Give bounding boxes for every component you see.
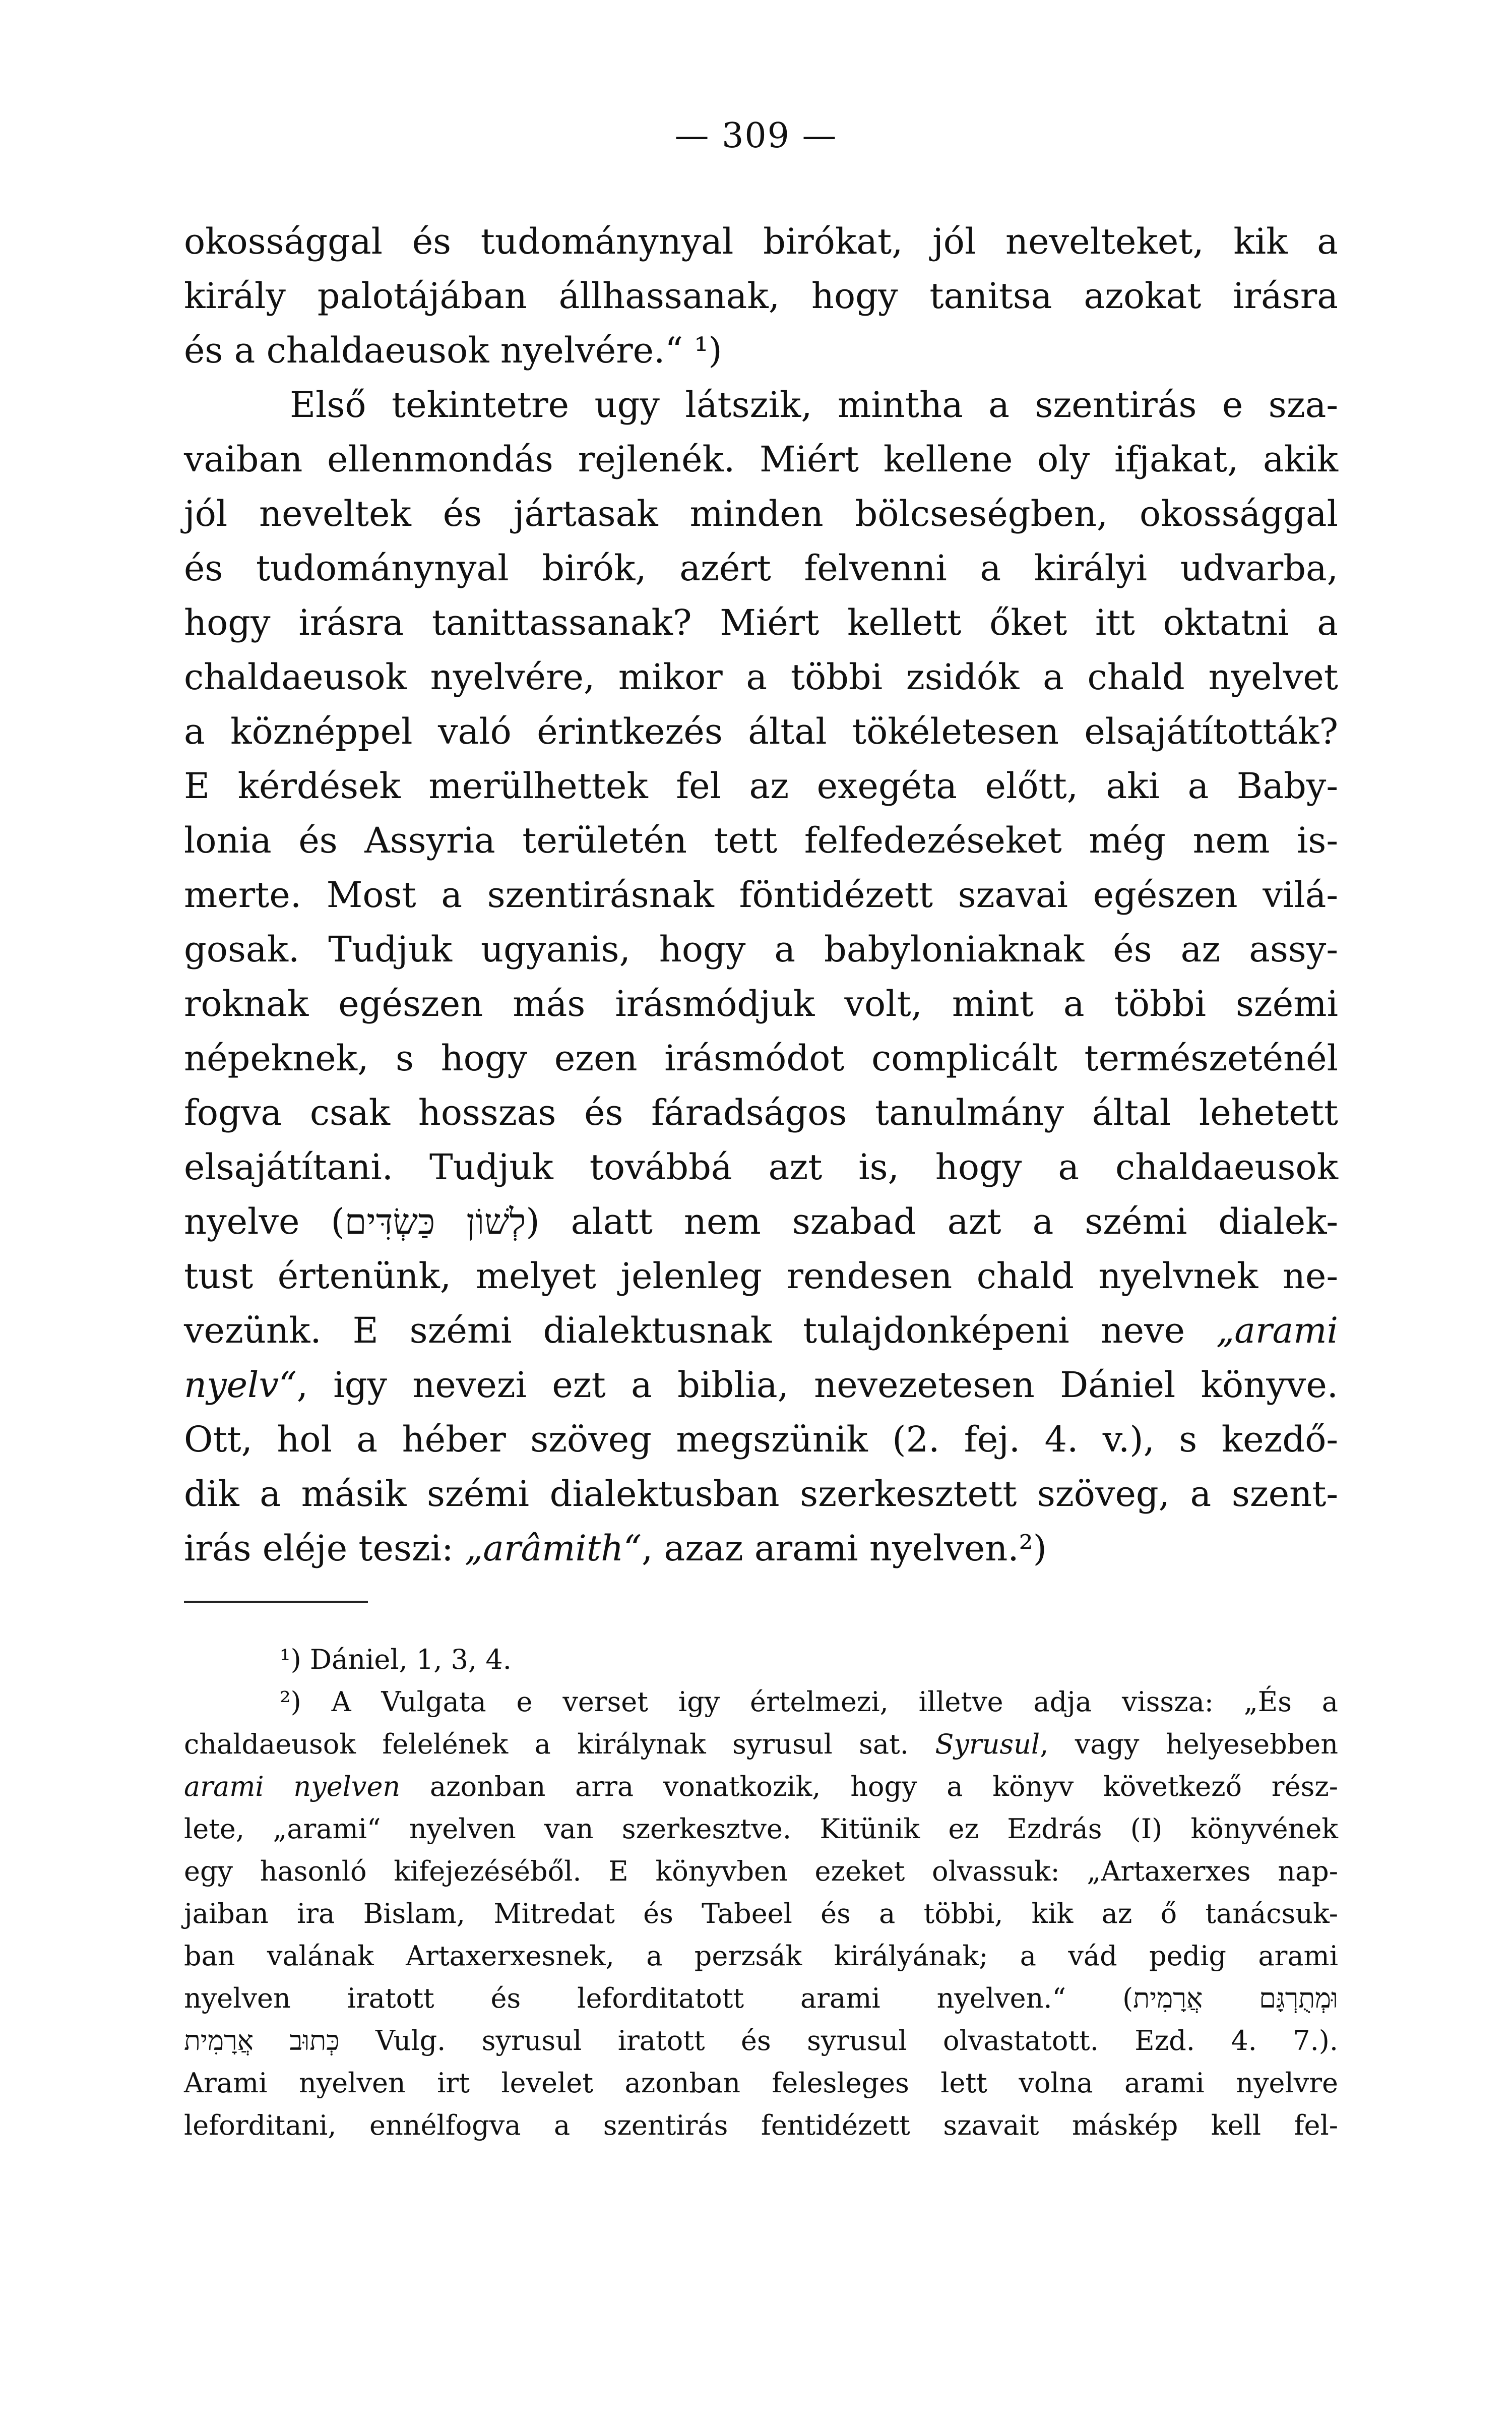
text-line: tust értenünk, melyet jelenleg rendesen chald nyelvnek ne- — [184, 1255, 1338, 1297]
footnote-2-line-hebrew — [184, 2020, 1338, 2062]
text-line: okossággal és tudománynyal birókat, jól nevelteket, kik a — [184, 221, 1338, 262]
footnote-2-line: ²) A Vulgata e verset igy értelmezi, illetve adja vissza: „És a — [280, 1686, 1338, 1718]
text-line: Ott, hol a héber szöveg megszünik (2. fej. 4. v.), s kezdő- — [184, 1419, 1338, 1460]
text-line: hogy irásra tanittassanak? Miért kellett őket itt oktatni a — [184, 602, 1338, 643]
text-line: jól neveltek és jártasak minden bölcseségben, okossággal — [184, 493, 1338, 534]
hebrew-phrase: כְּתוּב אֲרָמִית — [184, 2025, 340, 2056]
paragraph-start-line: Első tekintetre ugy látszik, mintha a szentirás e sza- — [290, 384, 1338, 426]
italic-term: „arâmith“ — [464, 1528, 642, 1569]
italic-term: arami nyelven — [184, 1771, 401, 1802]
text-fragment: ) alatt nem szabad azt a szémi dialek- — [526, 1201, 1338, 1242]
italic-term: „arami — [1216, 1310, 1338, 1351]
text-fragment: azonban arra vonatkozik, hogy a könyv következő rész- — [429, 1771, 1338, 1802]
main-text — [184, 214, 1338, 1576]
footnote-2-line: lete, „arami“ nyelven van szerkesztve. Kitünik ez Ezdrás (I) könyvének — [184, 1813, 1338, 1845]
hebrew-phrase: וּמְתֻרְגָּם אֲרָמִית — [1133, 1982, 1338, 2014]
text-line: dik a másik szémi dialektusban szerkesztett szöveg, a szent- — [184, 1473, 1338, 1515]
text-line: lonia és Assyria területén tett felfedezéseket még nem is- — [184, 820, 1338, 861]
text-line: fogva csak hosszas és fáradságos tanulmány által lehetett — [184, 1092, 1338, 1133]
footnote-2-line: Arami nyelven irt levelet azonban felesleges lett volna arami nyelvre — [184, 2067, 1338, 2099]
text-fragment: irás eléje teszi: — [184, 1528, 454, 1569]
text-line: király palotájában állhassanak, hogy tanitsa azokat irásra — [184, 275, 1338, 317]
footnotes — [184, 1639, 1338, 2147]
text-fragment: , igy nevezi ezt a biblia, nevezetesen Dániel könyve. — [296, 1364, 1338, 1406]
text-line — [184, 1358, 1338, 1412]
text-line: roknak egészen más irásmódjuk volt, mint a többi szémi — [184, 983, 1338, 1024]
italic-term: Syrusul — [935, 1728, 1040, 1760]
footnote-1: ¹) Dániel, 1, 3, 4. — [280, 1644, 512, 1675]
text-line: és a chaldaeusok nyelvére.“ ¹) — [184, 330, 722, 371]
footnote-divider — [184, 1601, 368, 1603]
text-fragment: nyelve ( — [184, 1201, 345, 1242]
text-fragment: , vagy helyesebben — [1040, 1728, 1338, 1760]
text-line: vaiban ellenmondás rejlenék. Miért kellene oly ifjakat, akik — [184, 439, 1338, 480]
footnote-2-line: jaiban ira Bislam, Mitredat és Tabeel és a többi, kik az ő tanácsuk- — [184, 1898, 1338, 1929]
text-fragment: chaldaeusok felelének a királynak syrusul sat. — [184, 1728, 909, 1760]
italic-term: nyelv“ — [184, 1364, 297, 1406]
footnote-2-line — [184, 1766, 1338, 1808]
text-line: népeknek, s hogy ezen irásmódot complicált természeténél — [184, 1038, 1338, 1079]
footnote-2-line — [184, 1723, 1338, 1766]
text-fragment: nyelven iratott és leforditatott arami nyelven.“ ( — [184, 1982, 1133, 2014]
text-fragment: Vulg. syrusul iratott és syrusul olvastatott. Ezd. 4. 7.). — [375, 2025, 1338, 2056]
text-fragment: vezünk. E szémi dialektusnak tulajdonképeni neve — [184, 1310, 1185, 1351]
text-line-hebrew — [184, 1194, 1338, 1249]
text-line: a köznéppel való érintkezés által tökéletesen elsajátították? — [184, 711, 1338, 752]
text-line: chaldaeusok nyelvére, mikor a többi zsidók a chald nyelvet — [184, 656, 1338, 698]
footnote-2-line: leforditani, ennélfogva a szentirás fentidézett szavait máskép kell fel- — [184, 2109, 1338, 2141]
text-line: E kérdések merülhettek fel az exegéta előtt, aki a Baby- — [184, 765, 1338, 807]
text-line: elsajátítani. Tudjuk továbbá azt is, hogy a chaldaeusok — [184, 1146, 1338, 1188]
hebrew-phrase: לְשׁוֹן כַּשְׂדִּים — [344, 1201, 526, 1242]
footnote-2-line: egy hasonló kifejezéséből. E könyvben ezeket olvassuk: „Artaxerxes nap- — [184, 1855, 1338, 1887]
text-line — [184, 1303, 1338, 1358]
text-line — [184, 1521, 1338, 1576]
footnote-2-line: ban valának Artaxerxesnek, a perzsák királyának; a vád pedig arami — [184, 1940, 1338, 1972]
text-line: merte. Most a szentirásnak föntidézett szavai egészen vilá- — [184, 874, 1338, 916]
text-fragment: , azaz arami nyelven.²) — [641, 1528, 1047, 1569]
footnote-2-line-hebrew — [184, 1977, 1338, 2020]
page-number: — 309 — — [674, 116, 838, 156]
text-line: és tudománynyal birók, azért felvenni a királyi udvarba, — [184, 548, 1338, 589]
text-line: gosak. Tudjuk ugyanis, hogy a babyloniaknak és az assy- — [184, 929, 1338, 970]
